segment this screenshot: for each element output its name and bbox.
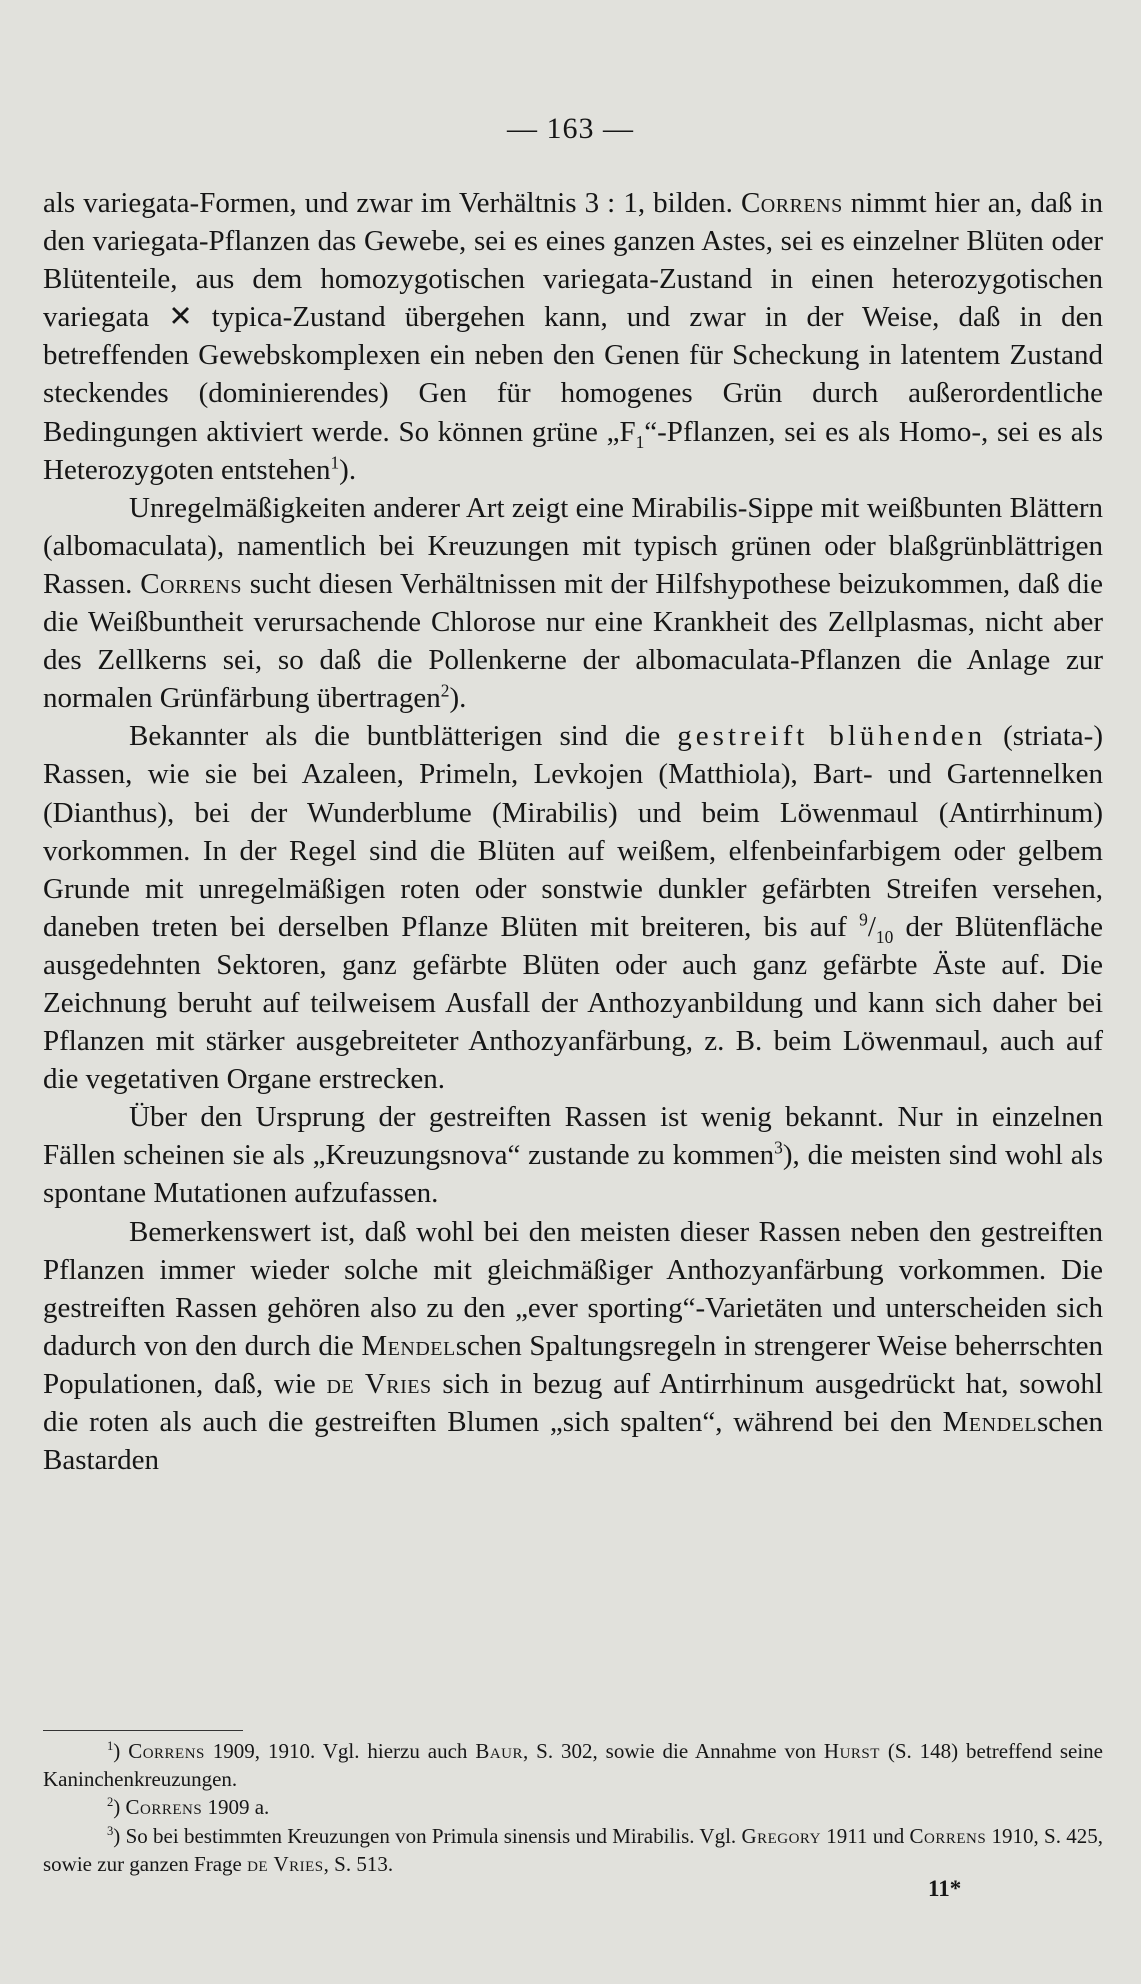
paragraph-text: Über den Ursprung der gestreiften Rassen ist wenig bekannt. Nur in einzelnen Fällen scheinen sie als „Kreuzungsnova“ zustande zu kommen$^3$), die meisten sind wohl als spontane Mutationen aufzufassen. xyxy=(43,1101,1104,1210)
author-name: Correns xyxy=(125,1795,203,1820)
author-name: Mendel xyxy=(942,1406,1037,1438)
body-text xyxy=(43,184,1103,1479)
author-name: Correns xyxy=(909,1823,987,1848)
superscript: 3 xyxy=(774,1137,783,1158)
subscript: 1 xyxy=(635,431,645,452)
footnote: $^3$) So bei bestimmten Kreuzungen von Primula sinensis und Mirabilis. Vgl. Gregory 1911 und Correns 1910, S. 425, sowie zur ganzen Frage de Vries, S. 513. xyxy=(43,1823,1103,1876)
paragraph xyxy=(43,1098,1103,1212)
superscript: 1 xyxy=(107,1739,114,1753)
paragraph-text: Unregelmäßigkeiten anderer Art zeigt eine Mirabilis-Sippe mit weißbunten Blättern (albomaculata), namentlich bei Kreuzungen mit typisch grünen oder blaßgrünblättrigen Rassen. Correns sucht diesen Verhältnissen mit der Hilfshypothese beizukommen, daß die die Weißbuntheit verursachende Chlorose nur eine Krankheit des Zellplasmas, nicht aber des Zellkerns sei, so daß die Pollenkerne der albomaculata-Pflanzen die Anlage zur normalen Grünfärbung übertragen$^2$). xyxy=(43,491,1103,715)
author-name: Mendel xyxy=(361,1329,456,1362)
superscript: 9 xyxy=(859,909,868,930)
paragraph xyxy=(43,489,1103,718)
author-name: Correns xyxy=(128,1739,205,1763)
paragraph xyxy=(43,184,1103,489)
author-name: Gregory xyxy=(741,1823,821,1848)
superscript: 2 xyxy=(440,680,450,701)
superscript: 3 xyxy=(107,1823,114,1838)
paragraph-text: Bemerkenswert ist, daß wohl bei den meisten dieser Rassen neben den gestreiften Pflanzen immer wieder solche mit gleichmäßiger Anthozyanfärbung vorkommen. Die gestreiften Rassen gehören also zu den „ever sporting“-Varietäten und unterscheiden sich dadurch von den durch die Mendelschen Spaltungsregeln in strengerer Weise beherrschten Populationen, daß, wie de Vries sich in bezug auf Antirrhinum ausgedrückt hat, sowohl die roten als auch die gestreiften Blumen „sich spalten“, während bei den Mendelschen Bastarden xyxy=(43,1215,1103,1477)
author-name: Hurst xyxy=(823,1739,880,1763)
paragraph xyxy=(43,717,1103,1098)
emphasized-text: gestreift blühenden xyxy=(677,720,987,753)
author-name: Correns xyxy=(140,567,242,600)
page-number: — 163 — xyxy=(507,112,634,145)
footnote: $^1$) Correns 1909, 1910. Vgl. hierzu auch Baur, S. 302, sowie die Annahme von Hurst (S. 148) betreffend seine Kaninchenkreuzungen. xyxy=(43,1739,1104,1792)
author-name: Baur xyxy=(475,1739,523,1763)
paragraph xyxy=(43,1213,1103,1480)
superscript: 1 xyxy=(330,452,340,472)
author-name: Correns xyxy=(740,187,843,219)
subscript: 10 xyxy=(875,926,894,947)
author-name: de Vries xyxy=(326,1367,432,1400)
footnote: $^2$) Correns 1909 a. xyxy=(107,1795,270,1820)
footnote-rule xyxy=(43,1730,243,1731)
footnotes xyxy=(43,1737,1103,1878)
signature-mark: 11* xyxy=(928,1876,962,1901)
paragraph-text: Bekannter als die buntblätterigen sind die gestreift blühenden (striata-) Rassen, wie sie bei Azaleen, Primeln, Levkojen (Matthiola), Bart- und Gartennelken (Dianthus), bei der Wunderblume (Mirabilis) und beim Löwenmaul (Antirrhinum) vorkommen. In der Regel sind die Blüten auf weißem, elfenbeinfarbigem oder gelbem Grunde mit unregelmäßigen roten oder sonstwie dunkler gefärbten Streifen versehen, daneben treten bei derselben Pflanze Blüten mit breiteren, bis auf $^9/_{10}$ der Blütenfläche ausgedehnten Sektoren, ganz gefärbte Blüten oder auch ganz gefärbte Äste auf. Die Zeichnung beruht auf teilweisem Ausfall der Anthozyanbildung und kann sich daher bei Pflanzen mit stärker ausgebreiteter Anthozyanfärbung, z. B. beim Löwenmaul, auch auf die vegetativen Organe erstrecken. xyxy=(43,720,1104,1096)
author-name: de Vries xyxy=(247,1851,324,1876)
paragraph-text: als variegata-Formen, und zwar im Verhältnis 3 : 1, bilden. Correns nimmt hier an, daß in den variegata-Pflanzen das Gewebe, sei es eines ganzen Astes, sei es einzelner Blüten oder Blütenteile, aus dem homozygotischen variegata-Zustand in einen heterozygotischen variegata ✕ typica-Zustand übergehen kann, und zwar in der Weise, daß in den betreffenden Gewebskomplexen ein neben den Genen für Scheckung in latentem Zustand steckendes (dominierendes) Gen für homogenes Grün durch außerordentliche Bedingungen aktiviert werde. So können grüne $„F_1“$-Pflanzen, sei es als Homo-, sei es als Heterozygoten entstehen$^1$). xyxy=(43,187,1103,486)
superscript: 2 xyxy=(107,1795,114,1810)
